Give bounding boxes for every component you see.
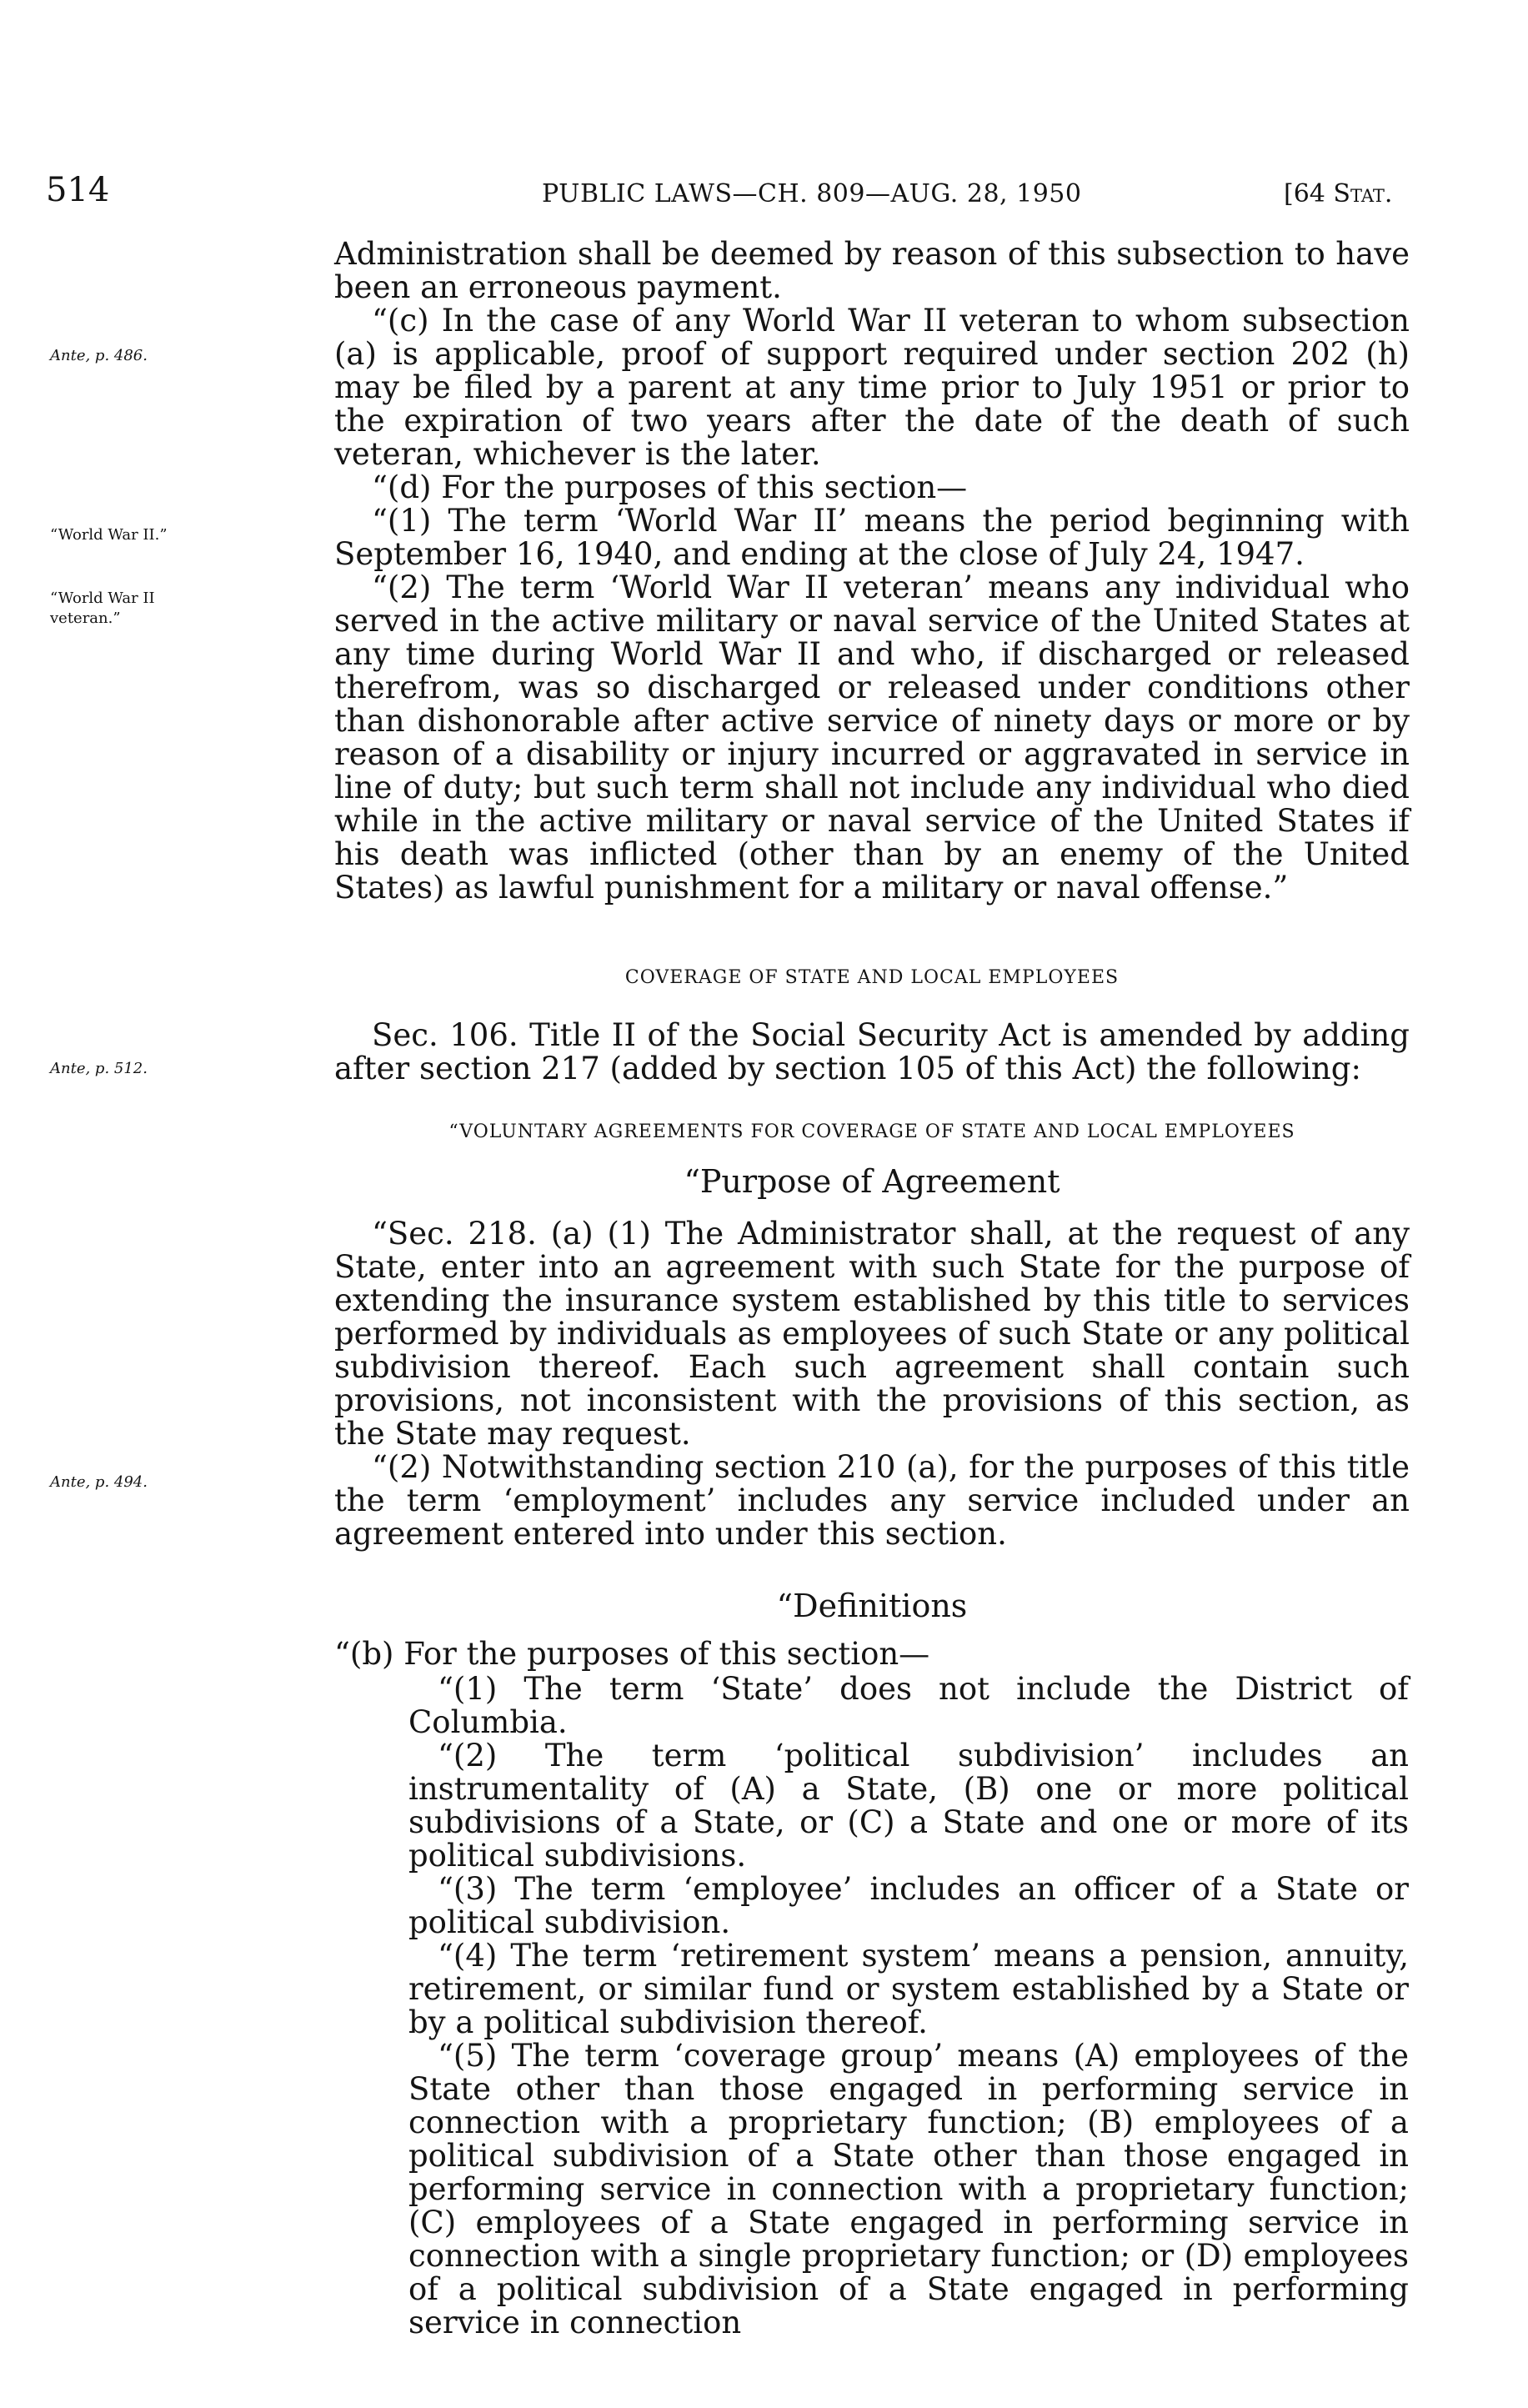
section-106-text: Sec. 106. Title II of the Social Security Act is amended by adding after section 217 (added by section 105 of this Act) the following: [334, 1017, 1410, 1086]
coverage-heading: COVERAGE OF STATE AND LOCAL EMPLOYEES [624, 967, 1120, 988]
subsection-d2: “(2) The term ‘World War II veteran’ means any individual who served in the active military or naval service of the United States at any time during World War II and who, if discharged or released therefrom, was so discharged or released under conditions other than dishonorable after active service of ninety days or more or by reason of a disability or injury incurred or aggravated in service in line of duty; but such term shall not include any individual who died while in the active military or naval service of the United States if his death was inflicted (other than by an enemy of the United States) as lawful punishment for a military or naval offense.” [334, 569, 1410, 906]
definitions-list [408, 1673, 1409, 2340]
definition-1: “(1) The term ‘State’ does not include the District of Columbia. [408, 1671, 1409, 1740]
subsection-d: “(d) For the purposes of this section— [372, 469, 968, 505]
running-head: PUBLIC LAWS—CH. 809—AUG. 28, 1950 [542, 179, 1082, 208]
page-number: 514 [46, 171, 110, 209]
voluntary-agreements-heading: “VOLUNTARY AGREEMENTS FOR COVERAGE OF STATE AND LOCAL EMPLOYEES [448, 1121, 1295, 1142]
definition-5: “(5) The term ‘coverage group’ means (A) employees of the State other than those engaged in performing service in connection with a proprietary function; (B) employees of a political subdivision of a State other than those engaged in performing service in connection with a proprietary function; (C) employees of a State engaged in performing service in connection with a single proprietary function; or (D) employees of a political subdivision of a State engaged in performing service in connection [408, 2038, 1409, 2340]
definitions-heading: “Definitions [776, 1588, 968, 1624]
margin-note-world-war-ii: “World War II.” [50, 526, 168, 544]
definitions-lead: “(b) For the purposes of this section— [334, 1636, 930, 1672]
subsection-c: “(c) In the case of any World War II veteran to whom subsection (a) is applicable, proof of support required under section 202 (h) may be filed by a parent at any time prior to July 1951 or prior to the expiration of two years after the date of the death of such veteran, whichever is the later. [334, 303, 1410, 472]
margin-note-world-war-ii-veteran: “World War II veteran.” [50, 589, 155, 627]
page-header [46, 171, 1413, 213]
section-218-a [334, 1217, 1410, 1551]
margin-note-ante-494: Ante, p. 494. [50, 1473, 148, 1491]
intro-paragraph: Administration shall be deemed by reason of this subsection to have been an erroneous payment. [334, 236, 1410, 305]
definition-2: “(2) The term ‘political subdivision’ includes an instrumentality of (A) a State, (B) one or more political subdivisions of a State, or (C) a State and one or more of its political subdivisions. [408, 1738, 1409, 1874]
margin-note-ante-512: Ante, p. 512. [50, 1060, 148, 1077]
statute-reference: [64 Stat. [1284, 179, 1393, 208]
definition-3: “(3) The term ‘employee’ includes an officer of a State or political subdivision. [408, 1871, 1409, 1940]
section-106 [334, 1019, 1410, 1086]
section-218-a1: “Sec. 218. (a) (1) The Administrator shall, at the request of any State, enter into an agreement with such State for the purpose of extending the insurance system established by this title to services performed by individuals as employees of such State or any political subdivision thereof. Each such agreement shall contain such provisions, not inconsistent with the provisions of this section, as the State may request. [334, 1216, 1410, 1452]
definition-4: “(4) The term ‘retirement system’ means a pension, annuity, retirement, or similar fund or system established by a State or by a political subdivision thereof. [408, 1938, 1409, 2040]
purpose-heading: “Purpose of Agreement [684, 1163, 1060, 1200]
section-218-a2: “(2) Notwithstanding section 210 (a), for the purposes of this title the term ‘employment’ includes any service included under an agreement entered into under this section. [334, 1449, 1410, 1552]
margin-note-ante-486: Ante, p. 486. [50, 347, 148, 364]
subsection-d1: “(1) The term ‘World War II’ means the period beginning with September 16, 1940, and ending at the close of July 24, 1947. [334, 503, 1410, 572]
section-continuation [334, 238, 1410, 905]
